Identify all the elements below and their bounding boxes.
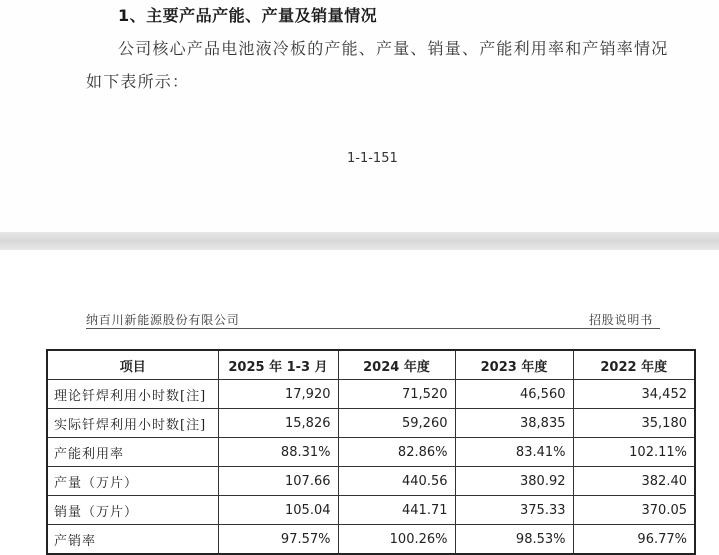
page-separator bbox=[0, 232, 719, 250]
table-cell: 440.56 bbox=[338, 467, 455, 496]
running-header-company: 纳百川新能源股份有限公司 bbox=[86, 313, 240, 327]
table-cell: 96.77% bbox=[573, 525, 695, 555]
table-cell: 107.66 bbox=[218, 467, 338, 496]
table-row bbox=[47, 496, 695, 525]
column-header: 项目 bbox=[47, 350, 218, 380]
row-label: 产量（万片） bbox=[47, 467, 218, 496]
table-cell: 34,452 bbox=[573, 380, 695, 409]
table-row bbox=[47, 525, 695, 555]
table-cell: 102.11% bbox=[573, 438, 695, 467]
column-header: 2022 年度 bbox=[573, 350, 695, 380]
table-row bbox=[47, 409, 695, 438]
table-cell: 375.33 bbox=[455, 496, 573, 525]
table-row bbox=[47, 467, 695, 496]
table-header-row bbox=[47, 350, 695, 380]
running-header-rule bbox=[86, 328, 660, 329]
table-cell: 98.53% bbox=[455, 525, 573, 555]
table-cell: 38,835 bbox=[455, 409, 573, 438]
table-cell: 15,826 bbox=[218, 409, 338, 438]
table-cell: 83.41% bbox=[455, 438, 573, 467]
table-cell: 59,260 bbox=[338, 409, 455, 438]
table-cell: 35,180 bbox=[573, 409, 695, 438]
row-label: 产销率 bbox=[47, 525, 218, 555]
table-cell: 97.57% bbox=[218, 525, 338, 555]
running-header-document: 招股说明书 bbox=[589, 313, 654, 327]
table-cell: 100.26% bbox=[338, 525, 455, 555]
table-cell: 380.92 bbox=[455, 467, 573, 496]
column-header: 2023 年度 bbox=[455, 350, 573, 380]
intro-paragraph-line-2: 如下表所示： bbox=[86, 72, 190, 91]
table-cell: 17,920 bbox=[218, 380, 338, 409]
table-row bbox=[47, 438, 695, 467]
table-cell: 46,560 bbox=[455, 380, 573, 409]
page-number: 1-1-151 bbox=[347, 151, 398, 166]
row-label: 理论钎焊利用小时数[注] bbox=[47, 380, 218, 409]
table-cell: 71,520 bbox=[338, 380, 455, 409]
section-heading: 1、主要产品产能、产量及销量情况 bbox=[118, 6, 378, 25]
table-cell: 382.40 bbox=[573, 467, 695, 496]
row-label: 销量（万片） bbox=[47, 496, 218, 525]
intro-paragraph-line-1: 公司核心产品电池液冷板的产能、产量、销量、产能利用率和产销率情况 bbox=[118, 39, 669, 58]
previous-page bbox=[0, 0, 719, 232]
column-header: 2024 年度 bbox=[338, 350, 455, 380]
row-label: 产能利用率 bbox=[47, 438, 218, 467]
table-cell: 88.31% bbox=[218, 438, 338, 467]
table-cell: 441.71 bbox=[338, 496, 455, 525]
table-cell: 105.04 bbox=[218, 496, 338, 525]
column-header: 2025 年 1-3 月 bbox=[218, 350, 338, 380]
table-row bbox=[47, 380, 695, 409]
capacity-output-sales-table bbox=[46, 349, 696, 555]
table-cell: 82.86% bbox=[338, 438, 455, 467]
row-label: 实际钎焊利用小时数[注] bbox=[47, 409, 218, 438]
table-cell: 370.05 bbox=[573, 496, 695, 525]
